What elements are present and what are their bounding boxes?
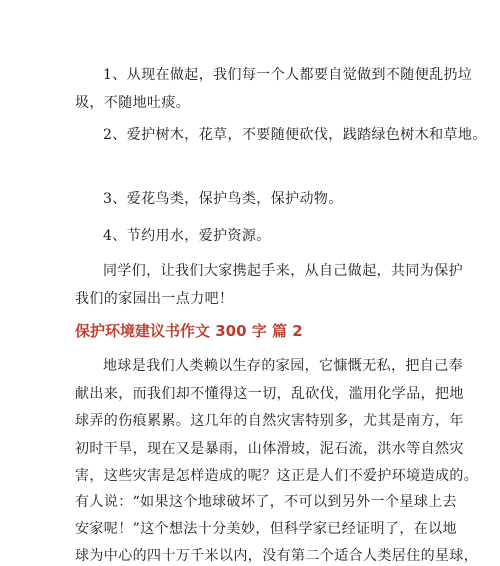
paragraph-line: 初时干旱，现在又是暴雨，山体滑坡，泥石流，洪水等自然灾 [75, 441, 464, 457]
section-heading: 保护环境建议书作文 300 字 篇 2 [75, 322, 303, 340]
paragraph-line: 安家呢！”这个想法十分美妙，但科学家已经证明了，在以地 [75, 521, 457, 537]
closing-line-2: 我们的家园出一点力吧！ [75, 291, 234, 307]
list-item-3: 3、爱花鸟类，保护鸟类，保护动物。 [103, 191, 343, 207]
paragraph-line: 有人说：“如果这个地球破坏了，不可以到另外一个星球上去 [75, 494, 457, 510]
paragraph-line: 球为中心的四十万千米以内，没有第二个适合人类居住的星球， [75, 548, 479, 564]
paragraph-line: 球弄的伤痕累累。这几年的自然灾害特别多，尤其是南方，年 [75, 413, 464, 429]
list-item-1-line-1: 1、从现在做起，我们每一个人都要自觉做到不随便乱扔垃 [103, 67, 473, 83]
closing-line-1: 同学们，让我们大家携起手来，从自己做起，共同为保护 [103, 263, 463, 279]
list-item-4: 4、节约用水，爱护资源。 [103, 228, 271, 244]
list-item-2: 2、爱护树木，花草，不要随便砍伐，践踏绿色树木和草地。 [103, 127, 487, 143]
list-item-1-line-2: 圾，不随地吐痰。 [75, 95, 191, 111]
paragraph-line: 害，这些灾害是怎样造成的呢？这正是人们不爱护环境造成的。 [75, 468, 479, 484]
paragraph-line: 地球是我们人类赖以生存的家园，它慷慨无私，把自己奉 [103, 358, 463, 374]
paragraph-line: 献出来，而我们却不懂得这一切，乱砍伐，滥用化学品，把地 [75, 386, 464, 402]
